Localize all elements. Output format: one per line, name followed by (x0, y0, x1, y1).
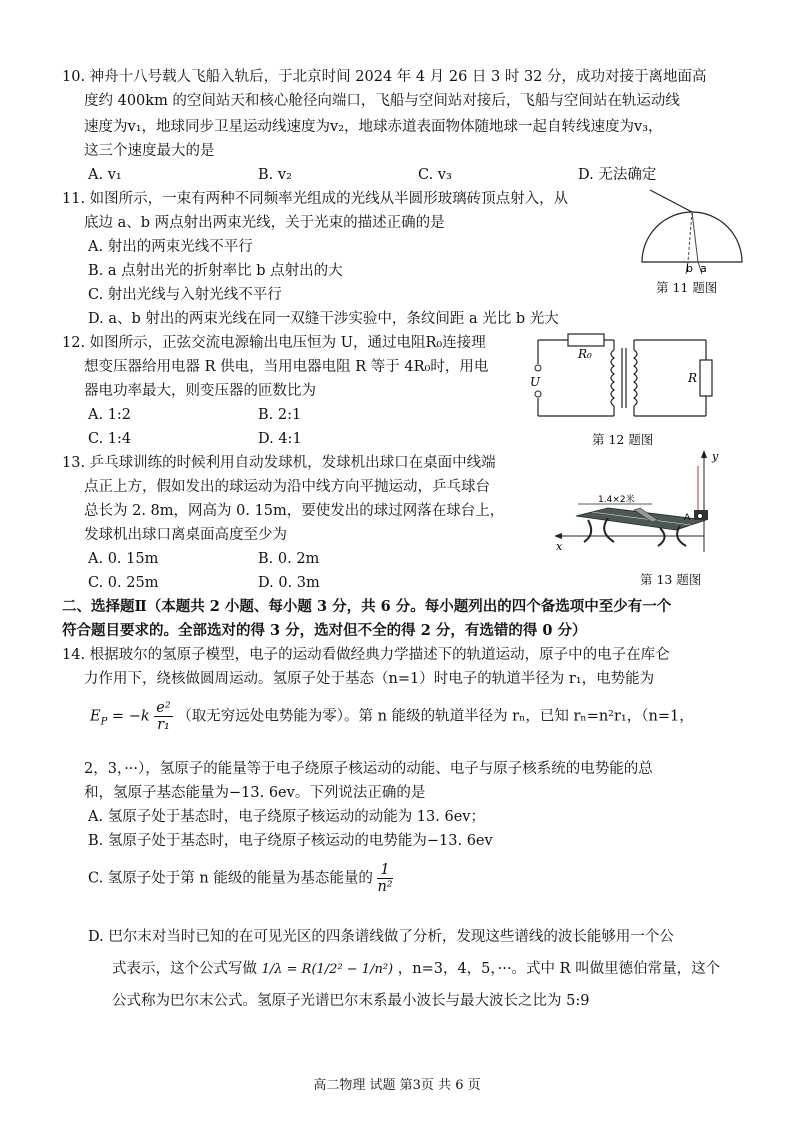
q12-label-r: R (688, 371, 698, 385)
eq-e-symbol: E (90, 708, 101, 725)
q13-option-a: A. 0. 15m (88, 551, 159, 567)
q10-line1: 10. 神舟十八号载人飞船入轨后，于北京时间 2024 年 4 月 26 日 3 时 32 分，成功对接于离地面高 (62, 69, 707, 85)
q13-figure-table-tennis (548, 446, 734, 568)
q13-caption: 第 13 题图 (640, 572, 702, 587)
q13-option-c: C. 0. 25m (88, 575, 159, 591)
page-footer: 高二物理 试题 第3页 共 6 页 (313, 1078, 481, 1093)
q13-line3: 总长为 2. 8m，网高为 0. 15m，要使发出的球过网落在球台上， (84, 503, 505, 519)
q12-option-b: B. 2:1 (258, 407, 302, 423)
q10-line4: 这三个速度最大的是 (84, 143, 215, 159)
eq-fraction: $\frac{\text{e²}}{\text{r₁}}$ (156, 700, 171, 733)
q14-line4: 和，氢原子基态能量为−13. 6ev。下列说法正确的是 (84, 785, 426, 801)
balmer-formula: 1/λ = R(1/2² − 1/n²) (261, 962, 394, 977)
q13-line4: 发球机出球口离桌面高度至少为 (84, 527, 287, 543)
q12-label-r0: R₀ (578, 347, 592, 361)
q14-line1: 14. 根据玻尔的氢原子模型，电子的运动看做经典力学描述下的轨道运动，原子中的电子在库仑 (62, 647, 670, 663)
q12-option-a: A. 1:2 (88, 407, 132, 423)
q10-line3: 速度为v₁，地球同步卫星运动线速度为v₂，地球赤道表面物体随地球一起自转线速度为v₃， (84, 119, 663, 135)
q11-figure-semicircle (636, 188, 748, 274)
eq-p-subscript: P (100, 716, 108, 728)
q14-option-c-text: C. 氢原子处于第 n 能级的能量为基态能量的 (88, 870, 373, 887)
q12-line1: 12. 如图所示，正弦交流电源输出电压恒为 U，通过电阻R₀连接理 (62, 335, 486, 351)
q10-line2: 度约 400km 的空间站天和核心舱径向端口，飞船与空间站对接后，飞船与空间站在轨运动线 (84, 93, 680, 109)
q11-label-b: b (686, 262, 693, 274)
q14-line2: 力作用下，绕核做圆周运动。氢原子处于基态（n=1）时电子的轨道半径为 r₁，电势能为 (84, 671, 655, 687)
q12-option-d: D. 4:1 (258, 431, 302, 447)
q13-option-d: D. 0. 3m (258, 575, 320, 591)
q13-label-length: 1.4×2米 (598, 495, 635, 505)
q12-figure-transformer-circuit (526, 330, 730, 426)
q10-option-b: B. v₂ (258, 167, 292, 183)
q13-label-x: x (556, 540, 563, 553)
q14-option-d-text-a: 式表示，这个公式写做 (112, 961, 257, 977)
q13-label-y: y (712, 450, 719, 463)
q14-option-d-line3: 公式称为巴尔末公式。氢原子光谱巴尔末系最小波长与最大波长之比为 5:9 (112, 993, 590, 1009)
q12-line3: 器电功率最大，则变压器的匝数比为 (84, 383, 316, 399)
q14-option-b: B. 氢原子处于基态时，电子绕原子核运动的电势能为−13. 6ev (88, 833, 493, 849)
q10-option-d: D. 无法确定 (578, 167, 657, 183)
q12-label-u: U (530, 375, 541, 389)
q13-option-b: B. 0. 2m (258, 551, 320, 567)
q10-option-c: C. v₃ (418, 167, 452, 183)
q13-label-a: A (684, 513, 691, 523)
q11-option-c: C. 射出光线与入射光线不平行 (88, 287, 282, 303)
q11-line1: 11. 如图所示，一束有两种不同频率光组成的光线从半圆形玻璃砖顶点射入，从 (62, 191, 569, 207)
q12-option-c: C. 1:4 (88, 431, 132, 447)
q13-line2: 点正上方，假如发出的球运动为沿中线方向平抛运动，乒乓球台 (84, 479, 490, 495)
q14-option-d-line1: D. 巴尔末对当时已知的在可见光区的四条谱线做了分析，发现这些谱线的波长能够用一个公 (88, 929, 674, 945)
q14-option-c (88, 862, 393, 895)
q14-option-d-text-b: ，n=3，4，5，···。式中 R 叫做里德伯常量，这个 (397, 961, 721, 977)
q12-line2: 想变压器给用电器 R 供电，当用电器电阻 R 等于 4R₀时，用电 (84, 359, 489, 375)
q12-caption: 第 12 题图 (592, 432, 654, 447)
q14-option-a: A. 氢原子处于基态时，电子绕原子核运动的动能为 13. 6ev； (88, 809, 485, 825)
q11-option-b: B. a 点射出光的折射率比 b 点射出的大 (88, 263, 343, 279)
q11-option-d: D. a、b 射出的两束光线在同一双缝干涉实验中，条纹间距 a 光比 b 光大 (88, 311, 559, 327)
q11-option-a: A. 射出的两束光线不平行 (88, 239, 253, 255)
section2-heading-line1: 二、选择题Ⅱ（本题共 2 小题、每小题 3 分，共 6 分。每小题列出的四个备选项中至少有一个 (62, 598, 672, 615)
eq-mid: = −k (107, 708, 150, 725)
section2-heading-line2: 符合题目要求的。全部选对的得 3 分，选对但不全的得 2 分，有选错的得 0 分） (62, 622, 587, 639)
q14-energy-equation (90, 700, 694, 733)
q11-caption: 第 11 题图 (656, 280, 718, 295)
q13-line1: 13. 乒乓球训练的时候利用自动发球机，发球机出球口在桌面中线端 (62, 455, 496, 471)
q14-option-d-line2 (112, 958, 720, 981)
eq-tail-text: （取无穷远处电势能为零）。第 n 能级的轨道半径为 rₙ，已知 rₙ=n²r₁，（n=1， (177, 708, 694, 725)
q14-line3: 2，3，···），氢原子的能量等于电子绕原子核运动的动能、电子与原子核系统的电势能的总 (84, 761, 653, 777)
q11-label-a: a (700, 262, 707, 274)
q10-option-a: A. v₁ (88, 167, 122, 183)
q11-line2: 底边 a、b 两点射出两束光线，关于光束的描述正确的是 (84, 215, 445, 231)
q14-option-c-fraction: $\frac{1}{\text{n²}}$ (377, 862, 393, 895)
